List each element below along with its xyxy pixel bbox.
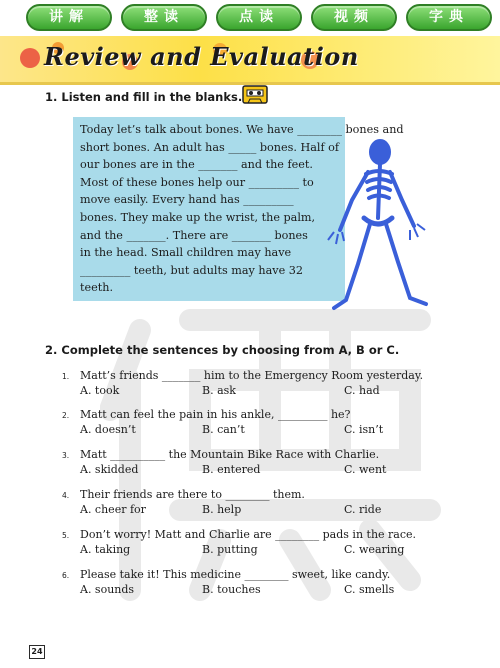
tab-dictionary[interactable]: 字典 — [406, 4, 492, 31]
question-number: 1. — [62, 372, 70, 381]
page-number: 24 — [29, 645, 45, 659]
passage-line: teeth. — [80, 281, 113, 295]
tab-video[interactable]: 视频 — [311, 4, 397, 31]
title-banner — [0, 36, 500, 85]
skeleton-illustration — [322, 138, 442, 316]
option-b[interactable]: B. help — [202, 503, 242, 516]
question-stem: Matt’s friends _______ him to the Emergency Room yesterday. — [80, 369, 424, 382]
passage-line: and the _______. There are _______ bones — [80, 228, 308, 242]
top-tab-bar — [0, 0, 500, 36]
question-number: 2. — [62, 411, 70, 420]
question-stem: Their friends are there to ________ them. — [80, 488, 305, 501]
tab-full-read[interactable]: 整读 — [121, 4, 207, 31]
question-stem: Don’t worry! Matt and Charlie are ________ pads in the race. — [80, 528, 417, 541]
option-b[interactable]: B. can’t — [202, 423, 245, 436]
section-1-title: Listen and fill in the blanks. — [61, 90, 243, 104]
passage-line: move easily. Every hand has _________ — [80, 193, 294, 207]
passage-line: our bones are in the _______ and the feet. — [80, 158, 313, 172]
option-c[interactable]: C. had — [344, 384, 380, 397]
option-b[interactable]: B. putting — [202, 543, 258, 556]
option-a[interactable]: A. doesn’t — [80, 423, 136, 436]
option-b[interactable]: B. ask — [202, 384, 236, 397]
passage-line: Today let’s talk about bones. We have ________ bones and — [80, 123, 404, 136]
question-number: 4. — [62, 491, 70, 500]
option-c[interactable]: C. went — [344, 463, 387, 476]
section-2-title: Complete the sentences by choosing from A, B or C. — [61, 343, 400, 357]
tab-explain[interactable]: 讲解 — [26, 4, 112, 31]
section-2-heading — [45, 343, 399, 357]
passage-line: in the head. Small children may have — [80, 246, 292, 260]
option-c[interactable]: C. ride — [344, 503, 382, 516]
option-a[interactable]: A. sounds — [80, 583, 135, 596]
section-1-number: 1. — [45, 90, 58, 104]
option-c[interactable]: C. isn’t — [344, 423, 384, 436]
section-2-number: 2. — [45, 343, 58, 357]
option-a[interactable]: A. cheer for — [80, 503, 146, 516]
option-a[interactable]: A. took — [80, 384, 120, 397]
passage-line: Most of these bones help our _________ to — [80, 175, 314, 189]
option-b[interactable]: B. touches — [202, 583, 261, 596]
page-title: Review and Evaluation — [44, 42, 359, 71]
option-a[interactable]: A. skidded — [80, 463, 139, 476]
question-stem: Matt can feel the pain in his ankle, _________ he? — [80, 408, 351, 421]
option-a[interactable]: A. taking — [80, 543, 131, 556]
tab-point-read[interactable]: 点读 — [216, 4, 302, 31]
passage-line: bones. They make up the wrist, the palm, — [80, 210, 316, 224]
option-b[interactable]: B. entered — [202, 463, 261, 476]
passage-line: short bones. An adult has _____ bones. Half of — [80, 140, 340, 154]
question-stem: Matt __________ the Mountain Bike Race with Charlie. — [80, 448, 380, 461]
passage-line: _________ teeth, but adults may have 32 — [80, 263, 304, 277]
option-c[interactable]: C. wearing — [344, 543, 405, 556]
question-stem: Please take it! This medicine ________ sweet, like candy. — [80, 568, 391, 581]
option-c[interactable]: C. smells — [344, 583, 395, 596]
cassette-tape-icon[interactable] — [242, 84, 268, 106]
question-number: 6. — [62, 571, 70, 580]
question-number: 5. — [62, 531, 70, 540]
section-1-heading — [45, 90, 242, 104]
question-number: 3. — [62, 451, 70, 460]
